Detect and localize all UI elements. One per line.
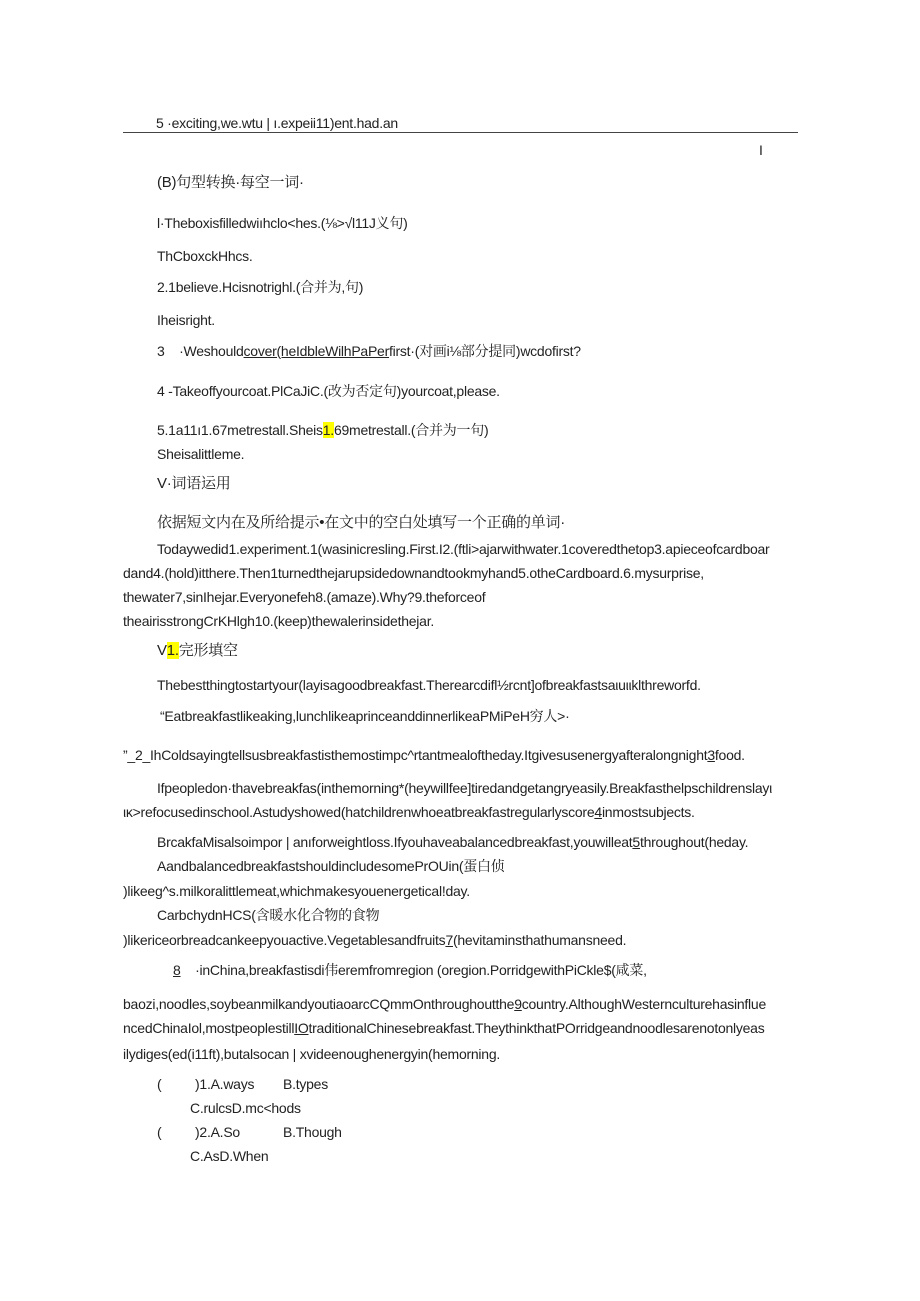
cloze-line <box>173 961 647 979</box>
passage-line: theairisstrongCrKHlgh10.(keep)thewalerinsidethejar. <box>123 613 434 629</box>
cloze-text: country.AlthoughWesternculturehasinflue <box>521 996 766 1012</box>
answer-2: Iheisright. <box>157 312 215 328</box>
cloze-line <box>157 833 748 851</box>
section-vi-heading <box>157 642 238 660</box>
highlight-mark: 1. <box>322 422 334 438</box>
question-1: l·Theboxisfilledwiıhclo<hes.(⅛>√l11J义句) <box>157 215 408 231</box>
horizontal-rule <box>123 132 798 133</box>
cloze-text: traditionalChinesebreakfast.TheythinkthatPOrridgeandnoodlesarenotonlyeas <box>308 1020 765 1036</box>
question-5-suffix: 69metrestall.(合并为一句) <box>333 422 489 438</box>
question-4: 4 -Takeoffyourcoat.PlCaJiC.(改为否定句)yourcoat,please. <box>157 383 500 399</box>
cloze-line: Ifpeopledon·thavebreakfas(inthemorning*(heywillfee]tiredandgetangryeasily.Breakfasthelpschildrenslayι <box>157 780 772 796</box>
choice-option-cd: C.AsD.When <box>190 1148 269 1164</box>
section-b-heading: (B)句型转换·每空一词· <box>157 174 304 191</box>
question-3-prefix: ·Weshould <box>179 343 244 359</box>
cloze-line <box>123 931 626 949</box>
cloze-line <box>123 995 766 1013</box>
choice-option-b: B.Though <box>283 1124 342 1140</box>
passage-line: dand4.(hold)itthere.Then1turnedthejarupsidedownandtookmyhand5.otheCardboard.6.mysurprise, <box>123 565 704 581</box>
blank-number: 8 <box>173 962 181 978</box>
cloze-line <box>123 1019 764 1037</box>
choice-blank[interactable]: ( <box>157 1124 162 1140</box>
cloze-line: CarbchydnHCS(含暖水化合物的食物 <box>157 907 380 923</box>
cloze-text: ”_2_IhColdsayingtellsusbreakfastisthemostimpc^rtantmealoftheday.Itgivesusenergyafteralongnight <box>123 747 708 763</box>
cloze-line: )likeeg^s.milkoralittlemeat,whichmakesyouenergetical!day. <box>123 883 470 899</box>
blank-number: 4 <box>594 804 602 820</box>
cloze-line: AandbalancedbreakfastshouldincludesomePrOUin(蛋白侦 <box>157 858 505 874</box>
choice-blank[interactable]: ( <box>157 1076 162 1092</box>
cloze-line <box>123 803 695 821</box>
question-5-prefix: 5.1a11ı1.67metrestall.Sheis <box>157 422 323 438</box>
cloze-text: food. <box>714 747 745 763</box>
question-3-suffix: first·(对画i⅛部分提同)wcdofirst? <box>389 343 581 359</box>
answer-1: ThCboxckHhcs. <box>157 248 253 264</box>
cloze-text: inmostsubjects. <box>601 804 695 820</box>
cloze-text: ncedChinaIol,mostpeoplestill <box>123 1020 295 1036</box>
cloze-text: )likericeorbreadcankeepyouactive.Vegetablesandfruits <box>123 932 446 948</box>
cloze-text: ικ>refocusedinschool.Astudyshowed(hatchildrenwhoeatbreakfastregularlyscore <box>123 804 595 820</box>
margin-mark: I <box>759 142 763 158</box>
question-3 <box>157 342 581 360</box>
blank-number: 7 <box>445 932 453 948</box>
cloze-line: “Eatbreakfastlikeaking,lunchlikeaprinceanddinnerlikeaPMiPeH穷人>· <box>160 708 570 724</box>
highlight-mark: 1. <box>166 642 179 659</box>
passage-line: Todaywedid1.experiment.1(wasinicresling.First.I2.(ftli>ajarwithwater.1coveredthetop3.apieceofcardboar <box>157 541 770 557</box>
section-vi-heading-prefix: V <box>157 642 167 659</box>
blank-number: 3 <box>707 747 715 763</box>
top-fragment-line: 5 ·exciting,we.wtu | ı.expeii11)ent.had.an <box>156 115 398 131</box>
question-2: 2.1believe.Hcisnotrighl.(合并为,句) <box>157 279 364 295</box>
cloze-text: ·inChina,breakfastisdi伟eremfromregion (oregion.PorridgewithPiCkle$(咸菜, <box>195 962 647 978</box>
section-v-instruction: 依据短文内在及所给提示•在文中的空白处填写一个正确的单词· <box>157 514 565 531</box>
passage-line: thewater7,sinIhejar.Everyonefeh8.(amaze).Why?9.theforceof <box>123 589 486 605</box>
question-3-number: 3 <box>157 343 165 359</box>
section-v-heading: V·词语运用 <box>157 475 231 492</box>
choice-option-a: )2.A.So <box>195 1124 240 1140</box>
cloze-line: Thebestthingtostartyour(layisagoodbreakfast.Therearcdifl½rcnt]ofbreakfastsaιuιιklthreworfd. <box>157 677 701 693</box>
answer-5: Sheisalittleme. <box>157 446 245 462</box>
cloze-line <box>123 746 745 764</box>
cloze-text: baozi,noodles,soybeanmilkandyoutiaoarcCQmmOnthroughoutthe <box>123 996 515 1012</box>
choice-option-cd: C.rulcsD.mc<hods <box>190 1100 301 1116</box>
blank-number: 9 <box>514 996 522 1012</box>
cloze-text: throughout(heday. <box>639 834 749 850</box>
blank-number: IO <box>294 1020 309 1036</box>
cloze-line: ilydiges(ed(i11ft),butalsocan | xvideenoughenergyin(hemorning. <box>123 1046 500 1062</box>
section-vi-heading-title: 完形填空 <box>178 642 238 659</box>
cloze-text: (hevitaminsthathumansneed. <box>452 932 627 948</box>
choice-option-a: )1.A.ways <box>195 1076 255 1092</box>
blank-number: 5 <box>632 834 640 850</box>
cloze-text: BrcakfaMisalsoimpor | anıforweightloss.Ifyouhaveabalancedbreakfast,youwilleat <box>157 834 633 850</box>
choice-option-b: B.types <box>283 1076 328 1092</box>
question-3-underlined: cover(heIdbleWilhPaPer <box>243 343 389 359</box>
question-5 <box>157 421 488 439</box>
